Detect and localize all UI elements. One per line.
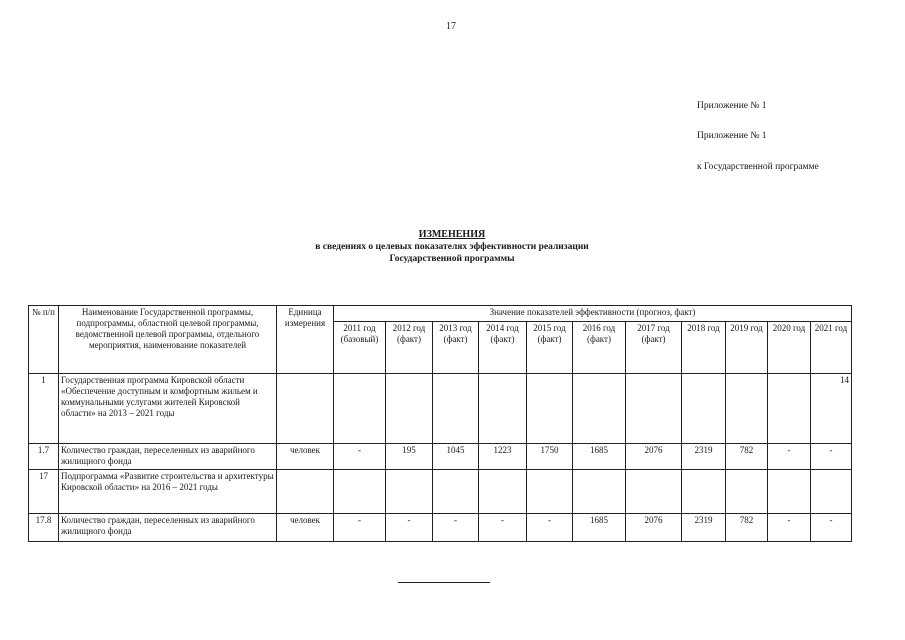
row-value: - bbox=[334, 444, 386, 470]
row-name: Количество граждан, переселенных из аварийного жилищного фонда bbox=[59, 444, 277, 470]
header-year: 2018 год bbox=[682, 322, 726, 374]
table-row bbox=[29, 374, 852, 444]
row-value: - bbox=[479, 514, 527, 542]
row-num: 1 bbox=[29, 374, 59, 444]
row-name: Подпрограмма «Развитие строительства и архитектуры Кировской области» на 2016 – 2021 годы bbox=[59, 470, 277, 514]
title-main: ИЗМЕНЕНИЯ bbox=[418, 229, 486, 240]
row-value: 782 bbox=[726, 444, 768, 470]
row-value: - bbox=[811, 444, 852, 470]
row-num: 1.7 bbox=[29, 444, 59, 470]
row-value: - bbox=[768, 444, 811, 470]
header-year: 2019 год bbox=[726, 322, 768, 374]
footer-separator-line bbox=[398, 582, 490, 583]
appendix-line-3: к Государственной программе bbox=[697, 162, 819, 172]
indicators-table bbox=[28, 305, 852, 542]
row-value bbox=[433, 374, 479, 444]
row-value bbox=[626, 470, 682, 514]
row-value: 2319 bbox=[682, 444, 726, 470]
row-value: - bbox=[768, 514, 811, 542]
row-value bbox=[433, 470, 479, 514]
row-unit bbox=[277, 470, 334, 514]
appendix-line-2: Приложение № 1 bbox=[697, 131, 767, 141]
row-value: 1045 bbox=[433, 444, 479, 470]
row-value: 782 bbox=[726, 514, 768, 542]
row-value bbox=[626, 374, 682, 444]
row-value bbox=[386, 374, 433, 444]
row-value: 1223 bbox=[479, 444, 527, 470]
table-row bbox=[29, 470, 852, 514]
title-subtitle-2: Государственной программы bbox=[389, 254, 515, 264]
document-title bbox=[200, 229, 704, 265]
row-value bbox=[334, 374, 386, 444]
row-value bbox=[573, 374, 626, 444]
row-value: 195 bbox=[386, 444, 433, 470]
row-unit: человек bbox=[277, 514, 334, 542]
row-value: 1750 bbox=[527, 444, 573, 470]
table-row bbox=[29, 514, 852, 542]
page-number: 17 bbox=[446, 21, 456, 32]
row-value: - bbox=[527, 514, 573, 542]
row-value bbox=[334, 470, 386, 514]
row-num: 17.8 bbox=[29, 514, 59, 542]
row-num: 17 bbox=[29, 470, 59, 514]
header-year: 2017 год (факт) bbox=[626, 322, 682, 374]
row-value bbox=[682, 374, 726, 444]
row-value: - bbox=[334, 514, 386, 542]
appendix-line-1: Приложение № 1 bbox=[697, 101, 767, 111]
row-value: 14 bbox=[811, 374, 852, 444]
row-value bbox=[768, 374, 811, 444]
header-year: 2011 год (базовый) bbox=[334, 322, 386, 374]
row-value bbox=[479, 374, 527, 444]
row-unit: человек bbox=[277, 444, 334, 470]
header-year: 2016 год (факт) bbox=[573, 322, 626, 374]
header-year: 2014 год (факт) bbox=[479, 322, 527, 374]
row-value: - bbox=[386, 514, 433, 542]
row-name: Количество граждан, переселенных из аварийного жилищного фонда bbox=[59, 514, 277, 542]
header-unit: Единица измерения bbox=[277, 306, 334, 374]
header-name: Наименование Государственной программы, подпрограммы, областной целевой программы, ведомственной целевой программы, отдельного мероприятия, наименование показателей bbox=[59, 306, 277, 374]
row-value bbox=[573, 470, 626, 514]
row-name: Государственная программа Кировской области «Обеспечение доступным и комфортным жильем и коммунальными услугами жителей Кировской области» на 2013 – 2021 годы bbox=[59, 374, 277, 444]
row-value: 2076 bbox=[626, 514, 682, 542]
table-row bbox=[29, 444, 852, 470]
header-year: 2012 год (факт) bbox=[386, 322, 433, 374]
row-value bbox=[386, 470, 433, 514]
row-value bbox=[682, 470, 726, 514]
header-values-group: Значение показателей эффективности (прогноз, факт) bbox=[334, 306, 852, 322]
title-subtitle-1: в сведениях о целевых показателях эффективности реализации bbox=[315, 242, 589, 252]
header-num: № п/п bbox=[29, 306, 59, 374]
header-year: 2015 год (факт) bbox=[527, 322, 573, 374]
row-value bbox=[726, 470, 768, 514]
row-value: - bbox=[433, 514, 479, 542]
header-year: 2020 год bbox=[768, 322, 811, 374]
row-value: 2319 bbox=[682, 514, 726, 542]
row-value bbox=[527, 374, 573, 444]
row-value bbox=[811, 470, 852, 514]
row-value bbox=[768, 470, 811, 514]
row-value bbox=[479, 470, 527, 514]
header-year: 2021 год bbox=[811, 322, 852, 374]
row-value: 2076 bbox=[626, 444, 682, 470]
row-value: - bbox=[811, 514, 852, 542]
row-value: 1685 bbox=[573, 444, 626, 470]
row-value bbox=[527, 470, 573, 514]
row-value bbox=[726, 374, 768, 444]
row-value: 1685 bbox=[573, 514, 626, 542]
row-unit bbox=[277, 374, 334, 444]
header-year: 2013 год (факт) bbox=[433, 322, 479, 374]
